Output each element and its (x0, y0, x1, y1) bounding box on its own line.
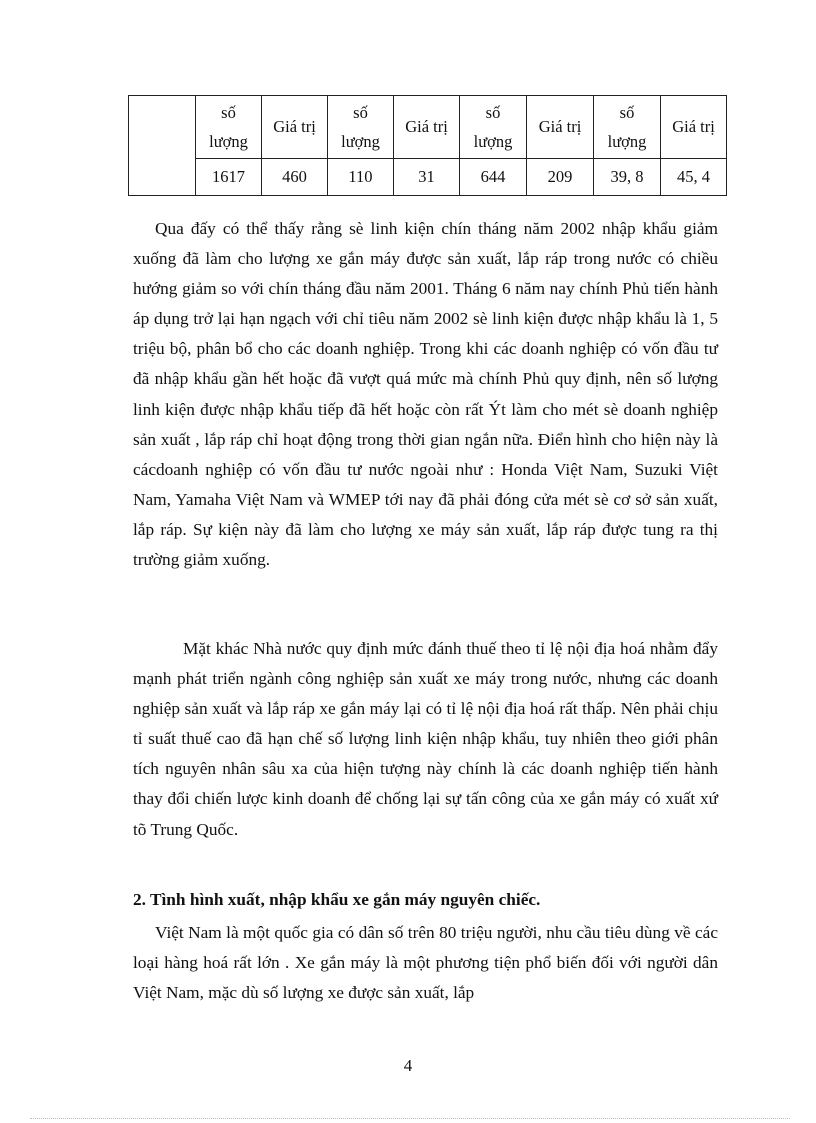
table-header-cell: số lượng (196, 96, 262, 159)
table-empty-cell (129, 96, 196, 196)
table-cell: 644 (460, 159, 527, 196)
table-header-cell: Giá trị (527, 96, 594, 159)
paragraph-1 (133, 214, 718, 575)
paragraph-2 (133, 634, 718, 845)
table-header-cell: Giá trị (394, 96, 460, 159)
table-cell: 1617 (196, 159, 262, 196)
paragraph-text: Việt Nam là một quốc gia có dân số trên 80 triệu người, nhu cầu tiêu dùng về các loại hàng hoá rất lớn . Xe gắn máy là một phương tiện phổ biến đối với người dân Việt Nam, mặc dù số lượng xe được sản xuất, lắp (133, 923, 718, 1003)
table-header-cell: Giá trị (661, 96, 727, 159)
table-header-cell: số lượng (594, 96, 661, 159)
table-cell: 31 (394, 159, 460, 196)
table-header-cell: số lượng (328, 96, 394, 159)
paragraph-text: Qua đấy có thể thấy rằng sè linh kiện chín tháng năm 2002 nhập khẩu giảm xuống đã làm cho lượng xe gắn máy được sản xuất, lắp ráp trong nước có chiều hướng giảm so với chín tháng đầu năm 2001. Tháng 6 năm nay chính Phủ tiến hành áp dụng trở lại hạn ngạch với chỉ tiêu năm 2002 sè linh kiện được nhập khẩu là 1, 5 triệu bộ, phân bổ cho các doanh nghiệp. Trong khi các doanh nghiệp có vốn đầu tư đã nhập khẩu gần hết hoặc đã vượt quá mức mà chính Phủ quy định, nên số lượng linh kiện được nhập khẩu tiếp đã hết hoặc còn rất Ýt làm cho mét sè doanh nghiệp sản xuất , lắp ráp chỉ hoạt động trong thời gian ngắn nữa. Điển hình cho hiện này là cácdoanh nghiệp có vốn đầu tư nước ngoài như : Honda Việt Nam, Suzuki Việt Nam, Yamaha Việt Nam và WMEP tới nay đã phải đóng cửa mét sè cơ sở sản xuất, lắp ráp. Sự kiện này đã làm cho lượng xe máy sản xuất, lắp ráp được tung ra thị trường giảm xuống. (133, 219, 718, 570)
table-header-cell: số lượng (460, 96, 527, 159)
section-heading: 2. Tình hình xuất, nhập khẩu xe gắn máy nguyên chiếc. (133, 890, 541, 909)
bottom-divider (30, 1118, 790, 1119)
table-row (129, 159, 727, 196)
data-table (128, 95, 727, 196)
table-header-row (129, 96, 727, 159)
paragraph-3 (133, 918, 718, 1008)
table-header-cell: Giá trị (262, 96, 328, 159)
table-cell: 209 (527, 159, 594, 196)
table-cell: 110 (328, 159, 394, 196)
table-cell: 460 (262, 159, 328, 196)
table-cell: 45, 4 (661, 159, 727, 196)
table-cell: 39, 8 (594, 159, 661, 196)
paragraph-text: Mặt khác Nhà nước quy định mức đánh thuế theo tỉ lệ nội địa hoá nhằm đẩy mạnh phát triển ngành công nghiệp sản xuất xe máy trong nước, nhưng các doanh nghiệp sản xuất và lắp ráp xe gắn máy lại có tỉ lệ nội địa hoá rất thấp. Nên phải chịu tỉ suất thuế cao đã hạn chế số lượng linh kiện nhập khẩu, tuy nhiên theo giới phân tích nguyên nhân sâu xa của hiện tượng này chính là các doanh nghiệp tiến hành thay đổi chiến lược kinh doanh để chống lại sự tấn công của xe gắn máy có xuất xứ tõ Trung Quốc. (133, 639, 718, 839)
page-number: 4 (403, 1056, 413, 1075)
